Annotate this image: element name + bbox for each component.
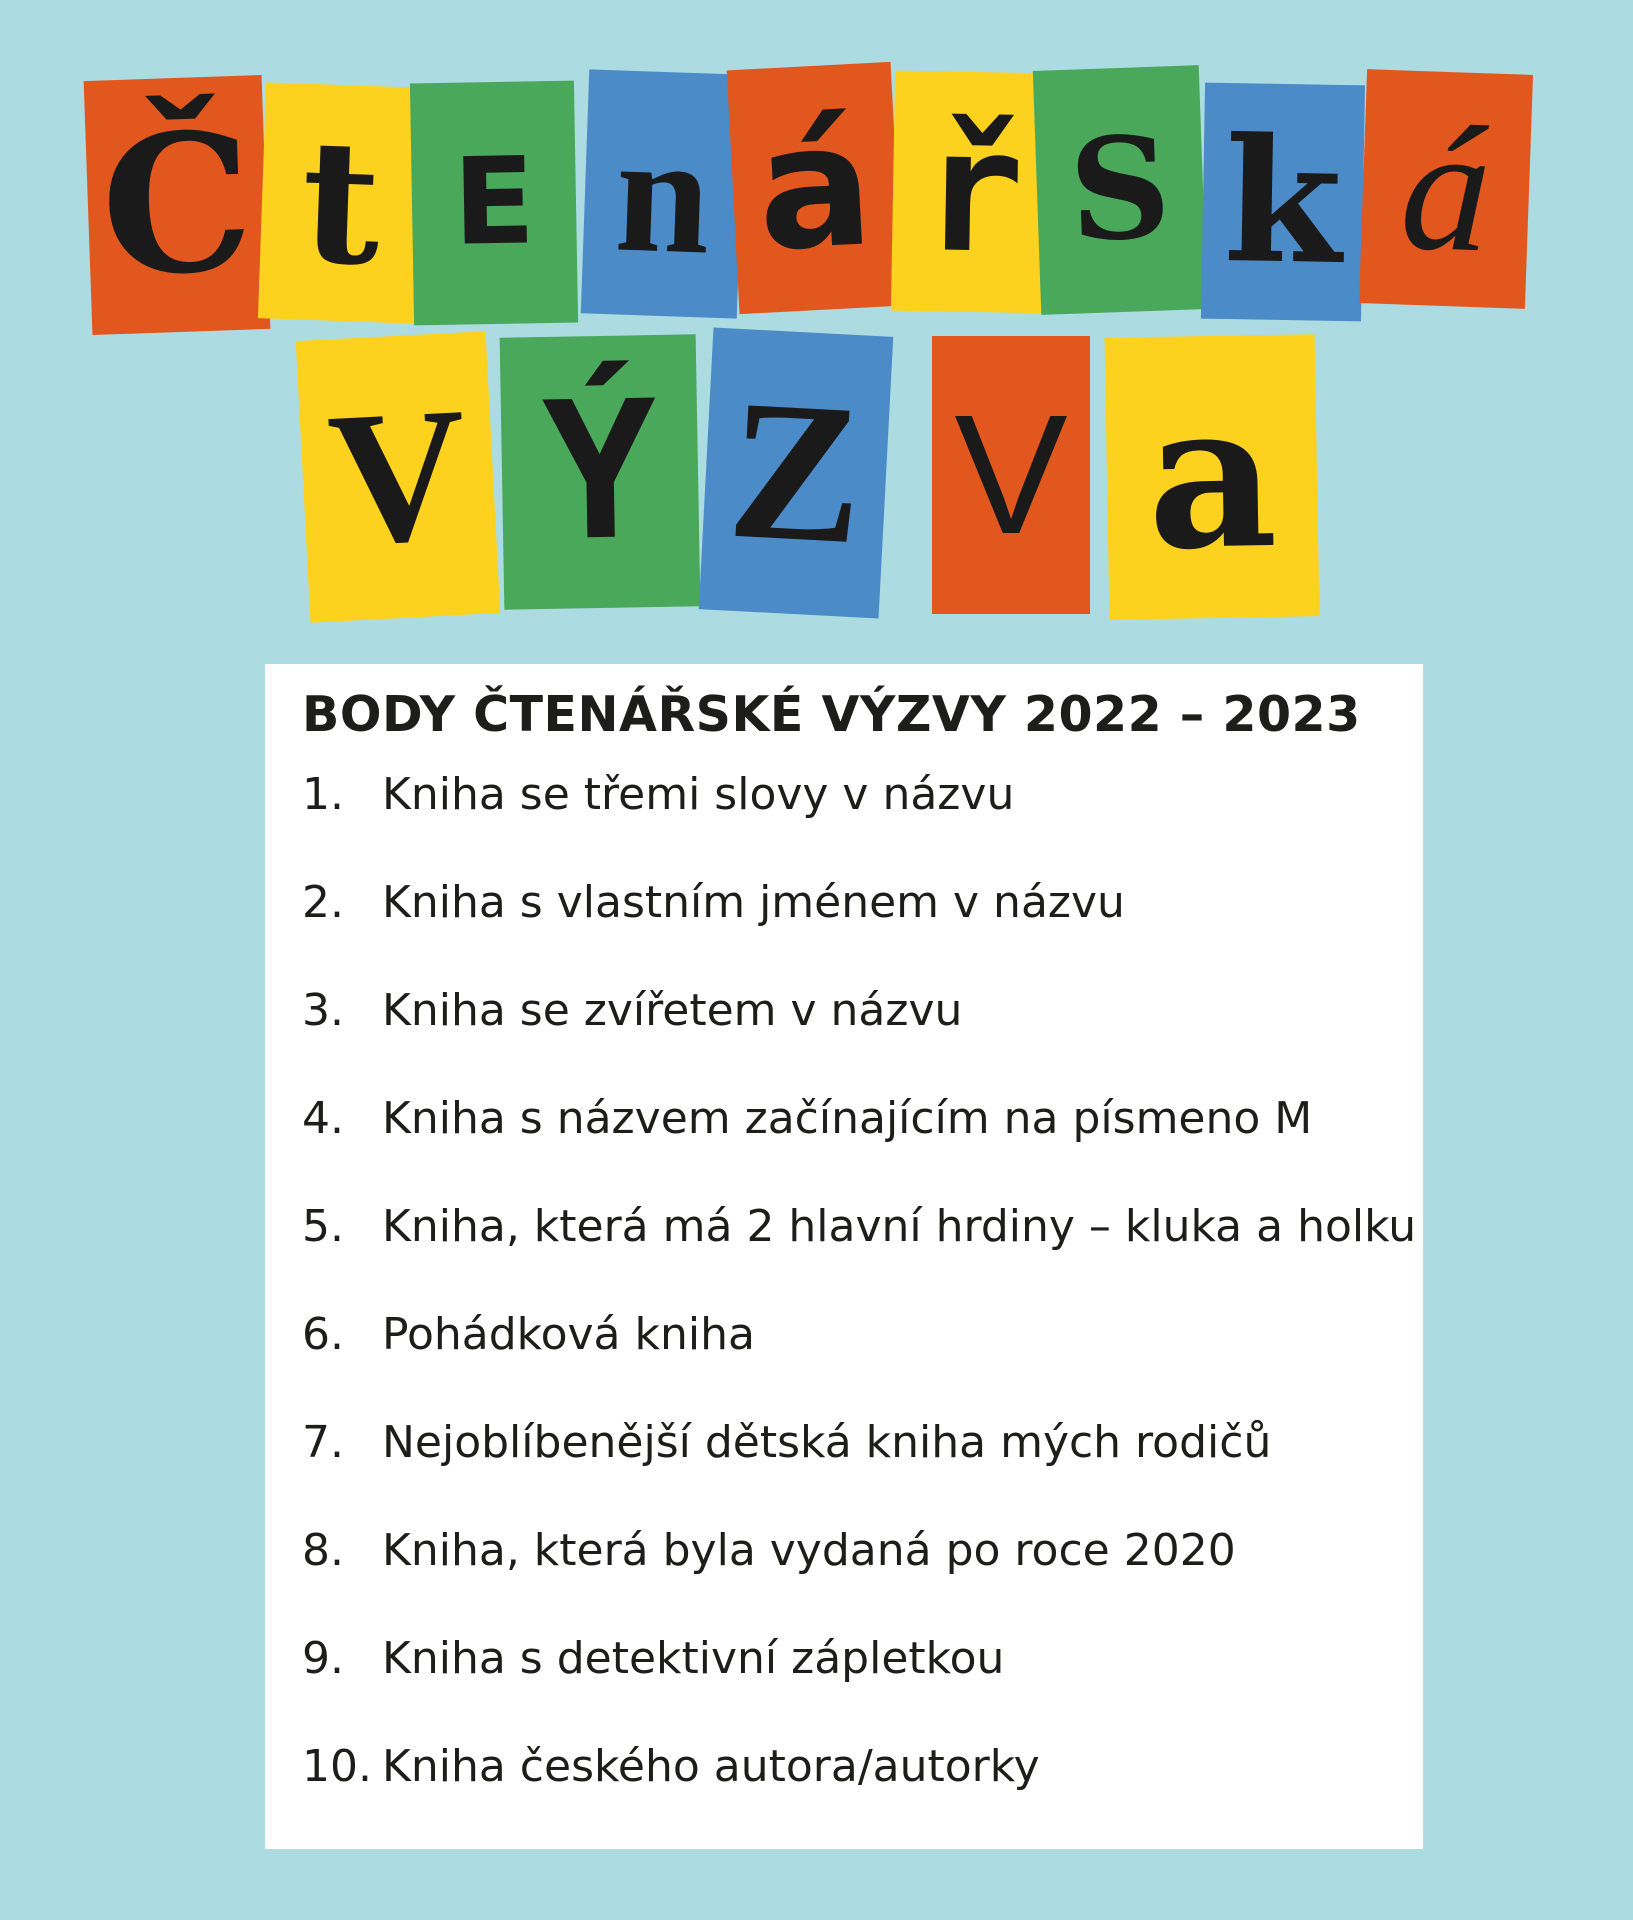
item-text: Kniha se zvířetem v názvu (382, 985, 963, 1036)
list-item (302, 1309, 1423, 1417)
logo-tile (410, 81, 578, 326)
item-text: Kniha se třemi slovy v názvu (382, 769, 1015, 820)
logo-letter: t (298, 101, 384, 305)
logo-tile (891, 71, 1055, 314)
logo-tile (258, 82, 424, 323)
logo-letter: n (612, 98, 714, 290)
item-text: Kniha s vlastním jménem v názvu (382, 877, 1125, 928)
challenge-list-card (265, 664, 1423, 1849)
item-text: Kniha, která byla vydaná po roce 2020 (382, 1525, 1236, 1576)
logo-letter: S (1066, 106, 1174, 274)
logo-tile (1033, 65, 1207, 315)
logo-letter: Z (723, 358, 869, 587)
logo-tile (1201, 83, 1365, 322)
logo-tile (699, 327, 894, 618)
list-item (302, 1741, 1423, 1849)
item-number: 9. (302, 1633, 344, 1684)
logo-tile (1359, 69, 1533, 309)
item-text: Nejoblíbenější dětská kniha mých rodičů (382, 1417, 1272, 1468)
logo-tile (1105, 334, 1320, 620)
item-number: 6. (302, 1309, 344, 1360)
list-item (302, 1201, 1423, 1309)
logo-letter: á (1397, 87, 1495, 290)
list-item (302, 1093, 1423, 1201)
item-number: 5. (302, 1201, 344, 1252)
item-number: 1. (302, 769, 344, 820)
list-item (302, 769, 1423, 877)
logo-letter: Č (97, 90, 257, 319)
list-item (302, 877, 1423, 985)
item-number: 3. (302, 985, 344, 1036)
logo-tile (296, 331, 500, 623)
item-number: 2. (302, 877, 344, 928)
logo-tile (727, 62, 904, 314)
list-item (302, 1417, 1423, 1525)
logo-tile (932, 336, 1090, 614)
logo-letter: E (451, 132, 537, 273)
card-title: BODY ČTENÁŘSKÉ VÝZVY 2022 – 2023 (302, 686, 1361, 743)
challenge-list (302, 769, 1423, 1849)
item-number: 4. (302, 1093, 344, 1144)
list-item (302, 985, 1423, 1093)
logo-letter: á (752, 86, 878, 290)
item-text: Kniha s detektivní zápletkou (382, 1633, 1005, 1684)
logo-letter: Ý (540, 360, 660, 583)
logo-letter: V (323, 368, 473, 586)
ctenarska-vyzva-logo (0, 0, 1633, 640)
logo-tile (84, 75, 271, 335)
item-number: 8. (302, 1525, 344, 1576)
logo-letter: k (1222, 100, 1344, 304)
logo-letter: a (1145, 357, 1279, 596)
item-text: Pohádková kniha (382, 1309, 755, 1360)
item-text: Kniha, která má 2 hlavní hrdiny – kluka a holku (382, 1201, 1417, 1252)
item-text: Kniha českého autora/autorky (382, 1741, 1040, 1792)
item-text: Kniha s názvem začínajícím na písmeno M (382, 1093, 1313, 1144)
list-item (302, 1525, 1423, 1633)
logo-tile (581, 69, 745, 318)
logo-tile (500, 334, 701, 609)
item-number: 7. (302, 1417, 344, 1468)
item-number: 10. (302, 1741, 372, 1792)
logo-letter: V (954, 380, 1068, 570)
list-item (302, 1633, 1423, 1741)
logo-letter: ř (920, 92, 1026, 292)
